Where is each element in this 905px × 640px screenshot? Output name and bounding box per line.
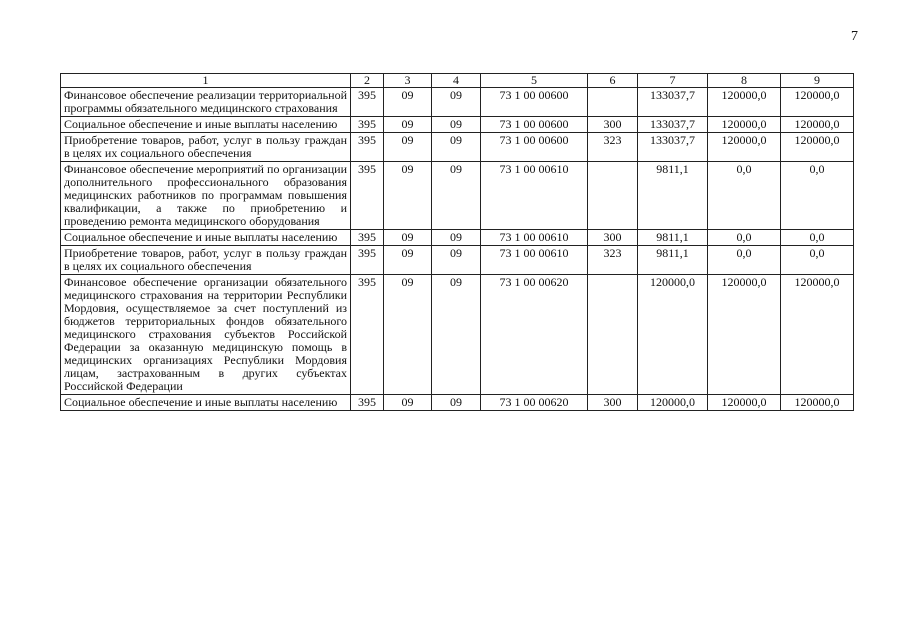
- ministry-code: 395: [351, 246, 384, 275]
- ministry-code: 395: [351, 275, 384, 395]
- table-row: [61, 162, 854, 230]
- amount-col7: 120000,0: [638, 395, 708, 411]
- table-header-row: [61, 74, 854, 88]
- subsection-code: 09: [432, 230, 481, 246]
- column-header-5: 5: [481, 74, 588, 88]
- expense-type-code: 300: [588, 395, 638, 411]
- subsection-code: 09: [432, 117, 481, 133]
- amount-col9: 120000,0: [781, 275, 854, 395]
- expense-type-code: [588, 162, 638, 230]
- amount-col8: 120000,0: [708, 395, 781, 411]
- row-description: Финансовое обеспечение реализации территориальной программы обязательного медицинского страхования: [61, 88, 351, 117]
- table-row: [61, 395, 854, 411]
- target-article-code: 73 1 00 00620: [481, 275, 588, 395]
- table-row: [61, 117, 854, 133]
- row-description: Социальное обеспечение и иные выплаты населению: [61, 395, 351, 411]
- expense-type-code: [588, 275, 638, 395]
- section-code: 09: [384, 395, 432, 411]
- expense-type-code: 300: [588, 230, 638, 246]
- expense-type-code: 300: [588, 117, 638, 133]
- amount-col8: 120000,0: [708, 275, 781, 395]
- table-row: [61, 275, 854, 395]
- amount-col7: 9811,1: [638, 230, 708, 246]
- amount-col7: 133037,7: [638, 117, 708, 133]
- amount-col8: 120000,0: [708, 88, 781, 117]
- amount-col9: 120000,0: [781, 117, 854, 133]
- table-row: [61, 88, 854, 117]
- target-article-code: 73 1 00 00610: [481, 230, 588, 246]
- table-row: [61, 133, 854, 162]
- subsection-code: 09: [432, 88, 481, 117]
- row-description: Приобретение товаров, работ, услуг в пользу граждан в целях их социального обеспечения: [61, 133, 351, 162]
- target-article-code: 73 1 00 00600: [481, 117, 588, 133]
- column-header-1: 1: [61, 74, 351, 88]
- row-description: Приобретение товаров, работ, услуг в пользу граждан в целях их социального обеспечения: [61, 246, 351, 275]
- row-description: Социальное обеспечение и иные выплаты населению: [61, 117, 351, 133]
- section-code: 09: [384, 246, 432, 275]
- amount-col9: 120000,0: [781, 395, 854, 411]
- amount-col9: 120000,0: [781, 133, 854, 162]
- subsection-code: 09: [432, 395, 481, 411]
- ministry-code: 395: [351, 230, 384, 246]
- amount-col8: 0,0: [708, 230, 781, 246]
- column-header-2: 2: [351, 74, 384, 88]
- expense-type-code: [588, 88, 638, 117]
- column-header-7: 7: [638, 74, 708, 88]
- expense-type-code: 323: [588, 133, 638, 162]
- subsection-code: 09: [432, 246, 481, 275]
- amount-col8: 0,0: [708, 162, 781, 230]
- target-article-code: 73 1 00 00620: [481, 395, 588, 411]
- column-header-9: 9: [781, 74, 854, 88]
- target-article-code: 73 1 00 00600: [481, 133, 588, 162]
- target-article-code: 73 1 00 00610: [481, 246, 588, 275]
- ministry-code: 395: [351, 117, 384, 133]
- column-header-4: 4: [432, 74, 481, 88]
- amount-col7: 120000,0: [638, 275, 708, 395]
- amount-col9: 0,0: [781, 246, 854, 275]
- row-description: Социальное обеспечение и иные выплаты населению: [61, 230, 351, 246]
- amount-col9: 120000,0: [781, 88, 854, 117]
- section-code: 09: [384, 230, 432, 246]
- row-description: Финансовое обеспечение мероприятий по организации дополнительного профессионального образования медицинских работников по программам повышения квалификации, а также по приобретению и проведению ремонта медицинского оборудования: [61, 162, 351, 230]
- amount-col8: 120000,0: [708, 117, 781, 133]
- section-code: 09: [384, 133, 432, 162]
- ministry-code: 395: [351, 162, 384, 230]
- amount-col8: 120000,0: [708, 133, 781, 162]
- target-article-code: 73 1 00 00600: [481, 88, 588, 117]
- subsection-code: 09: [432, 275, 481, 395]
- column-header-8: 8: [708, 74, 781, 88]
- ministry-code: 395: [351, 133, 384, 162]
- budget-table: [60, 73, 854, 411]
- row-description: Финансовое обеспечение организации обязательного медицинского страхования на территории Республики Мордовия, осуществляемое за счет поступлений из бюджетов территориальных фондов обязательного медицинского страхования субъектов Российской Федерации за оказанную медицинскую помощь в медицинских организациях Республики Мордовия лицам, застрахованным в других субъектах Российской Федерации: [61, 275, 351, 395]
- page-number: 7: [851, 29, 858, 44]
- amount-col7: 9811,1: [638, 246, 708, 275]
- section-code: 09: [384, 275, 432, 395]
- amount-col9: 0,0: [781, 230, 854, 246]
- table-row: [61, 230, 854, 246]
- amount-col7: 133037,7: [638, 88, 708, 117]
- ministry-code: 395: [351, 395, 384, 411]
- subsection-code: 09: [432, 133, 481, 162]
- table-row: [61, 246, 854, 275]
- section-code: 09: [384, 88, 432, 117]
- target-article-code: 73 1 00 00610: [481, 162, 588, 230]
- amount-col9: 0,0: [781, 162, 854, 230]
- subsection-code: 09: [432, 162, 481, 230]
- column-header-6: 6: [588, 74, 638, 88]
- expense-type-code: 323: [588, 246, 638, 275]
- amount-col7: 9811,1: [638, 162, 708, 230]
- ministry-code: 395: [351, 88, 384, 117]
- amount-col7: 133037,7: [638, 133, 708, 162]
- section-code: 09: [384, 117, 432, 133]
- amount-col8: 0,0: [708, 246, 781, 275]
- section-code: 09: [384, 162, 432, 230]
- column-header-3: 3: [384, 74, 432, 88]
